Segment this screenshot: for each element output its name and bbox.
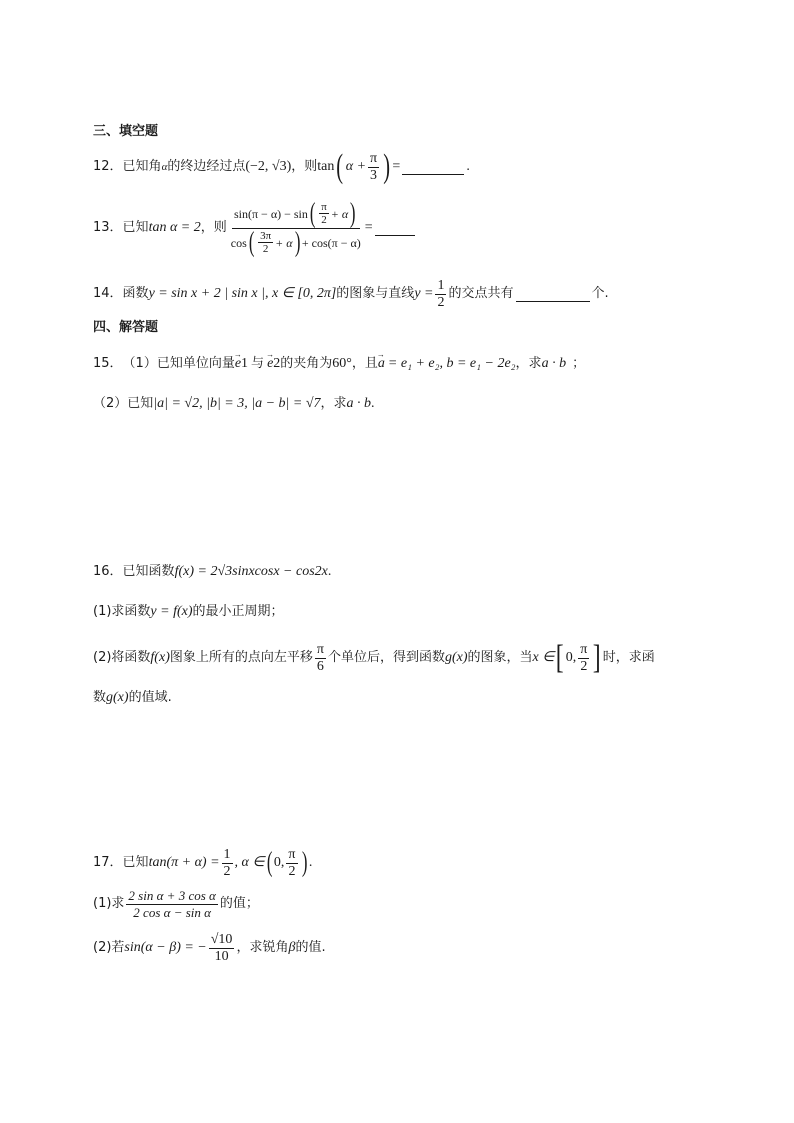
fraction-numerator: 1 <box>223 846 231 862</box>
right-paren: ) <box>294 226 301 258</box>
question-16-part-2 <box>93 640 655 676</box>
question-text: (1)求函数 <box>93 604 151 619</box>
question-text: 个. <box>591 286 609 301</box>
question-text: 的终边经过点 <box>167 159 246 174</box>
fraction-pi-over-2 <box>578 642 589 675</box>
fraction-numerator: 1 <box>437 277 445 293</box>
angle-value: 60° <box>332 356 352 371</box>
section-title-fill-in: 三、填空题 <box>93 124 159 139</box>
left-bracket: [ <box>556 639 565 676</box>
function-expression: y = sin x + 2 | sin x |, x ∈ [0, 2π] <box>148 286 337 301</box>
period: . <box>371 396 375 411</box>
fraction-denominator: 2 <box>580 658 588 674</box>
question-number: 16． <box>93 564 123 579</box>
function-expression: y = f(x) <box>150 604 193 619</box>
interval-start: 0, <box>565 650 577 665</box>
fraction-one-half <box>222 847 233 880</box>
given-condition: tan(π + α) = <box>148 855 220 870</box>
left-paren: ( <box>336 148 344 185</box>
right-paren: ) <box>350 197 356 229</box>
fraction-numerator: π <box>316 641 324 657</box>
fraction-denominator: 2 <box>262 243 269 255</box>
fraction-one-half <box>435 278 446 311</box>
question-text: 已知 <box>122 220 149 235</box>
question-text: (1)求 <box>93 896 125 911</box>
question-15-part-1: 15． （1）已知单位向量 → e 1 与 → e 2 的夹角为 60° ，且 → a = e₁ + e₂, b = e₁ − 2e₂ ，求 a · b ； <box>93 354 585 374</box>
answer-blank[interactable] <box>375 221 415 236</box>
question-16-part-2-line-2 <box>93 688 172 708</box>
question-number: 14． <box>93 286 123 301</box>
question-16-part-1 <box>93 602 284 622</box>
point-coordinates: (−2, √3) <box>245 159 292 174</box>
question-number: 12． <box>93 159 123 174</box>
vector-e2: → e <box>267 354 273 374</box>
question-text: ，则 <box>200 220 227 235</box>
dot-product: a · b <box>346 396 372 411</box>
big-fraction <box>229 197 363 258</box>
beta-symbol: β <box>288 940 296 955</box>
function-expression: f(x) <box>150 650 170 665</box>
question-text: 的值； <box>219 896 259 911</box>
question-12 <box>93 150 470 184</box>
fraction-pi-over-2 <box>286 847 297 880</box>
question-text: 的交点共有 <box>448 286 514 301</box>
period: . <box>308 855 313 870</box>
question-text: ，且 <box>351 356 378 371</box>
big-fraction-denominator <box>229 226 363 258</box>
fraction-pi-over-3 <box>368 151 379 184</box>
question-text: 的图象，当 <box>467 650 533 665</box>
big-fraction-numerator <box>232 197 360 229</box>
vector-e1: → e <box>235 354 241 374</box>
fraction-denominator: 10 <box>214 948 229 964</box>
fraction-denominator: 2 <box>288 863 296 879</box>
question-number: 15． <box>93 356 123 371</box>
question-text: ； <box>572 356 586 371</box>
math-expression: sin(α − β) = − <box>124 940 207 955</box>
math-expression: x ∈ <box>532 650 555 665</box>
ratio-fraction <box>126 888 217 921</box>
answer-blank[interactable] <box>516 287 590 302</box>
denominator-text: cos <box>230 235 247 250</box>
right-paren: ) <box>383 148 391 185</box>
question-text: （1）已知单位向量 <box>122 356 235 371</box>
fraction-numerator: √10 <box>210 931 233 947</box>
fraction-denominator: 3 <box>370 167 378 183</box>
question-text: 的夹角为 <box>280 356 333 371</box>
vector-definition: = e₁ + e₂, b = e₁ − 2e₂ <box>387 356 516 371</box>
right-paren: ) <box>301 847 307 878</box>
question-13 <box>93 196 417 260</box>
fraction-denominator: 2 <box>437 294 445 310</box>
question-text: 数 <box>93 690 107 705</box>
question-text: 函数 <box>122 286 149 301</box>
fraction-denominator: 2 cos α − sin α <box>133 904 211 920</box>
vector-conditions: |a| = √2, |b| = 3, |a − b| = √7 <box>153 396 321 411</box>
question-number: 17． <box>93 855 123 870</box>
fraction-numerator: 2 sin α + 3 cos α <box>128 887 216 903</box>
question-text: ，求 <box>515 356 542 371</box>
fraction-denominator: 6 <box>316 658 324 674</box>
fraction-numerator: π <box>288 846 296 862</box>
fraction-numerator: 3π <box>260 230 272 242</box>
math-expression: , α ∈ <box>234 855 265 870</box>
question-16 <box>93 562 331 582</box>
fraction-denominator: 2 <box>321 214 327 226</box>
fraction-numerator: π <box>580 641 588 657</box>
interval-start: 0, <box>273 855 285 870</box>
question-text: 的值域. <box>128 690 172 705</box>
period: . <box>327 564 332 579</box>
equals-sign: = <box>392 159 401 174</box>
left-paren: ( <box>248 226 255 258</box>
question-text: 与 <box>251 356 265 371</box>
question-14 <box>93 276 609 312</box>
answer-blank[interactable] <box>402 160 464 175</box>
fraction-3pi-over-2 <box>258 230 273 255</box>
question-text: 图象上所有的点向左平移 <box>169 650 313 665</box>
tan-function: tan <box>317 159 335 174</box>
function-expression: g(x) <box>444 650 468 665</box>
fraction-numerator: π <box>321 201 327 213</box>
given-condition: tan α = 2 <box>148 220 201 235</box>
function-definition: f(x) = 2√3sinxcosx − cos2x <box>174 564 328 579</box>
numerator-text: sin(π − α) − sin <box>234 206 308 221</box>
question-text: （2）已知 <box>93 396 154 411</box>
period: . <box>466 159 470 174</box>
alpha-symbol: α <box>161 161 168 173</box>
question-text: (2)若 <box>93 940 125 955</box>
vector-a: → a <box>378 354 385 374</box>
denominator-text: + cos(π − α) <box>301 235 361 250</box>
section-title-solutions: 四、解答题 <box>93 320 159 335</box>
numerator-text: + α <box>330 206 349 221</box>
denominator-text: + α <box>275 235 293 250</box>
question-text: (2)将函数 <box>93 650 151 665</box>
question-text: 已知函数 <box>122 564 175 579</box>
fraction-pi-over-6 <box>315 642 326 675</box>
question-17-part-2 <box>93 930 326 966</box>
question-text: 的值. <box>295 940 326 955</box>
question-text: ，求锐角 <box>236 940 289 955</box>
question-17 <box>93 846 312 880</box>
math-expression: α + <box>345 159 367 174</box>
fraction-denominator: 2 <box>223 863 231 879</box>
dot-product: a · b <box>541 356 567 371</box>
equals-sign: = <box>364 220 373 235</box>
left-paren: ( <box>309 197 316 229</box>
question-text: 时，求函 <box>602 650 655 665</box>
question-number: 13． <box>93 220 123 235</box>
left-paren: ( <box>266 847 273 878</box>
question-text: 已知角 <box>122 159 162 174</box>
line-expression: y = <box>414 286 434 301</box>
function-expression: g(x) <box>106 690 129 705</box>
question-text: 的图象与直线 <box>336 286 415 301</box>
fraction-pi-over-2 <box>319 201 329 226</box>
fraction-sqrt10-over-10 <box>209 932 235 965</box>
question-text: 个单位后，得到函数 <box>327 650 445 665</box>
question-17-part-1 <box>93 886 259 922</box>
question-text: ，则 <box>291 159 318 174</box>
question-text: ，求 <box>320 396 347 411</box>
right-bracket: ] <box>593 639 601 676</box>
question-text: 已知 <box>122 855 149 870</box>
fraction-numerator: π <box>370 150 378 166</box>
question-text: 的最小正周期； <box>192 604 284 619</box>
question-15-part-2 <box>93 394 375 414</box>
